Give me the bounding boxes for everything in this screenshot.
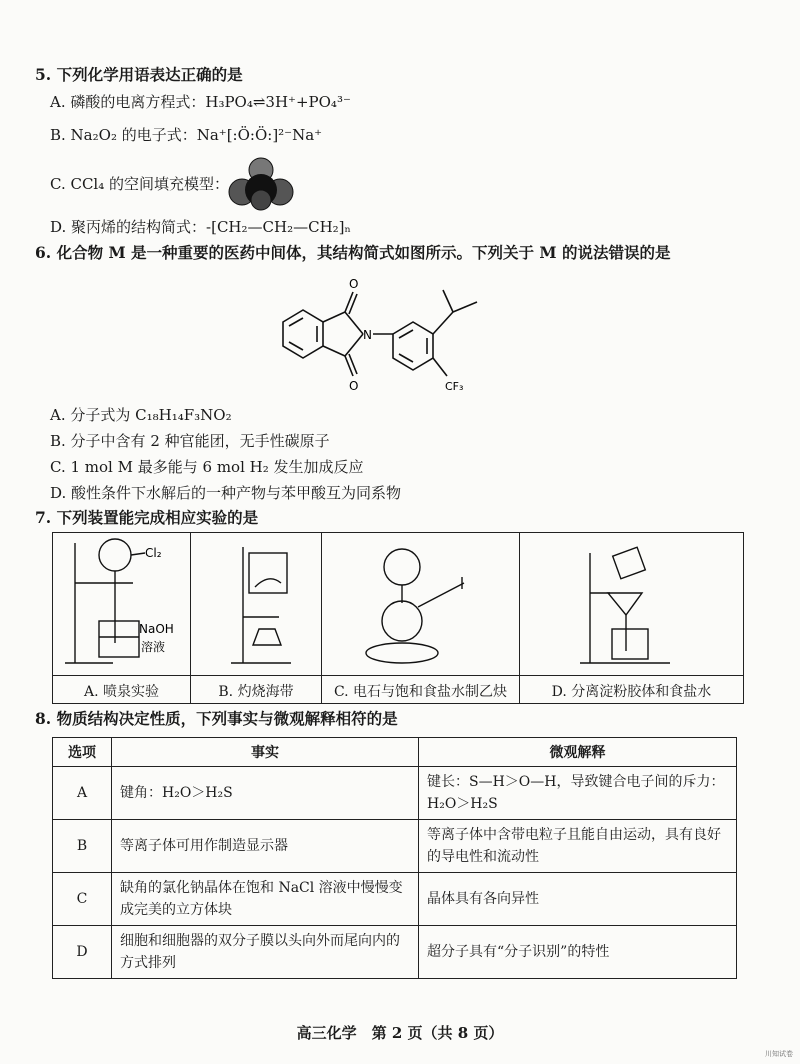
- solution-label: 溶液: [141, 640, 166, 654]
- nitrogen-label: N: [363, 328, 372, 342]
- apparatus-a-fountain: [53, 533, 190, 675]
- caption-d: D. 分离淀粉胶体和食盐水: [551, 684, 712, 700]
- caption-c: C. 电石与饱和食盐水制乙炔: [333, 684, 508, 700]
- compound-m-structure: [265, 272, 495, 402]
- table-row: [53, 820, 737, 873]
- row-fact: 等离子体可用作制造显示器: [112, 820, 419, 873]
- header-explanation: 微观解释: [419, 738, 737, 767]
- table-row: [53, 873, 737, 926]
- row-option: A: [53, 767, 112, 820]
- apparatus-b-burning: [191, 533, 321, 675]
- q7-apparatus-table: [52, 532, 744, 704]
- q6-option-d: D. 酸性条件下水解后的一种产物与苯甲酸互为同系物: [50, 484, 402, 502]
- row-fact: 键角：H₂O＞H₂S: [112, 767, 419, 820]
- apparatus-d-separation: [520, 533, 743, 675]
- naoh-label: NaOH: [139, 622, 174, 636]
- q6-option-c: C. 1 mol M 最多能与 6 mol H₂ 发生加成反应: [50, 458, 364, 476]
- q5-stem: 5. 下列化学用语表达正确的是: [35, 65, 243, 84]
- watermark: 川知试卷: [765, 1050, 793, 1058]
- row-fact: 细胞和细胞器的双分子膜以头向外而尾向内的方式排列: [112, 926, 419, 979]
- q8-table: [52, 737, 737, 979]
- q5-option-c: C. CCl₄ 的空间填充模型：: [50, 175, 230, 193]
- q5-option-b: B. Na₂O₂ 的电子式：Na⁺[:Ö:Ö:]²⁻Na⁺: [50, 126, 323, 144]
- carbonyl-o-bottom: O: [349, 379, 359, 393]
- q5-option-d: D. 聚丙烯的结构简式：-[CH₂—CH₂—CH₂]ₙ: [50, 218, 352, 236]
- row-explanation: 晶体具有各向异性: [419, 873, 737, 926]
- row-option: D: [53, 926, 112, 979]
- header-fact: 事实: [112, 738, 419, 767]
- table-header-row: [53, 738, 737, 767]
- q7-stem: 7. 下列装置能完成相应实验的是: [35, 508, 259, 527]
- q8-stem: 8. 物质结构决定性质，下列事实与微观解释相符的是: [35, 709, 398, 728]
- row-explanation: 等离子体中含带电粒子且能自由运动，具有良好的导电性和流动性: [419, 820, 737, 873]
- q6-option-b: B. 分子中含有 2 种官能团，无手性碳原子: [50, 432, 330, 450]
- q6-stem: 6. 化合物 M 是一种重要的医药中间体，其结构简式如图所示。下列关于 M 的说法错误的是: [35, 243, 671, 262]
- caption-a: A. 喷泉实验: [83, 684, 159, 700]
- row-explanation: 键长：S—H＞O—H，导致键合电子间的斥力：H₂O＞H₂S: [419, 767, 737, 820]
- cl2-label: Cl₂: [145, 546, 162, 560]
- table-row: [53, 767, 737, 820]
- page-footer: 高三化学 第 2 页（共 8 页）: [296, 1024, 504, 1042]
- ccl4-space-filling-model: [226, 156, 296, 212]
- row-option: B: [53, 820, 112, 873]
- q6-option-a: A. 分子式为 C₁₈H₁₄F₃NO₂: [50, 406, 232, 424]
- carbonyl-o-top: O: [349, 277, 359, 291]
- header-option: 选项: [53, 738, 112, 767]
- table-row: [53, 926, 737, 979]
- row-option: C: [53, 873, 112, 926]
- row-explanation: 超分子具有“分子识别”的特性: [419, 926, 737, 979]
- caption-b: B. 灼烧海带: [218, 684, 294, 700]
- q5-option-a: A. 磷酸的电离方程式：H₃PO₄⇌3H⁺+PO₄³⁻: [50, 93, 351, 111]
- apparatus-c-acetylene: [322, 533, 519, 675]
- row-fact: 缺角的氯化钠晶体在饱和 NaCl 溶液中慢慢变成完美的立方体块: [112, 873, 419, 926]
- cf3-label: CF₃: [445, 380, 464, 393]
